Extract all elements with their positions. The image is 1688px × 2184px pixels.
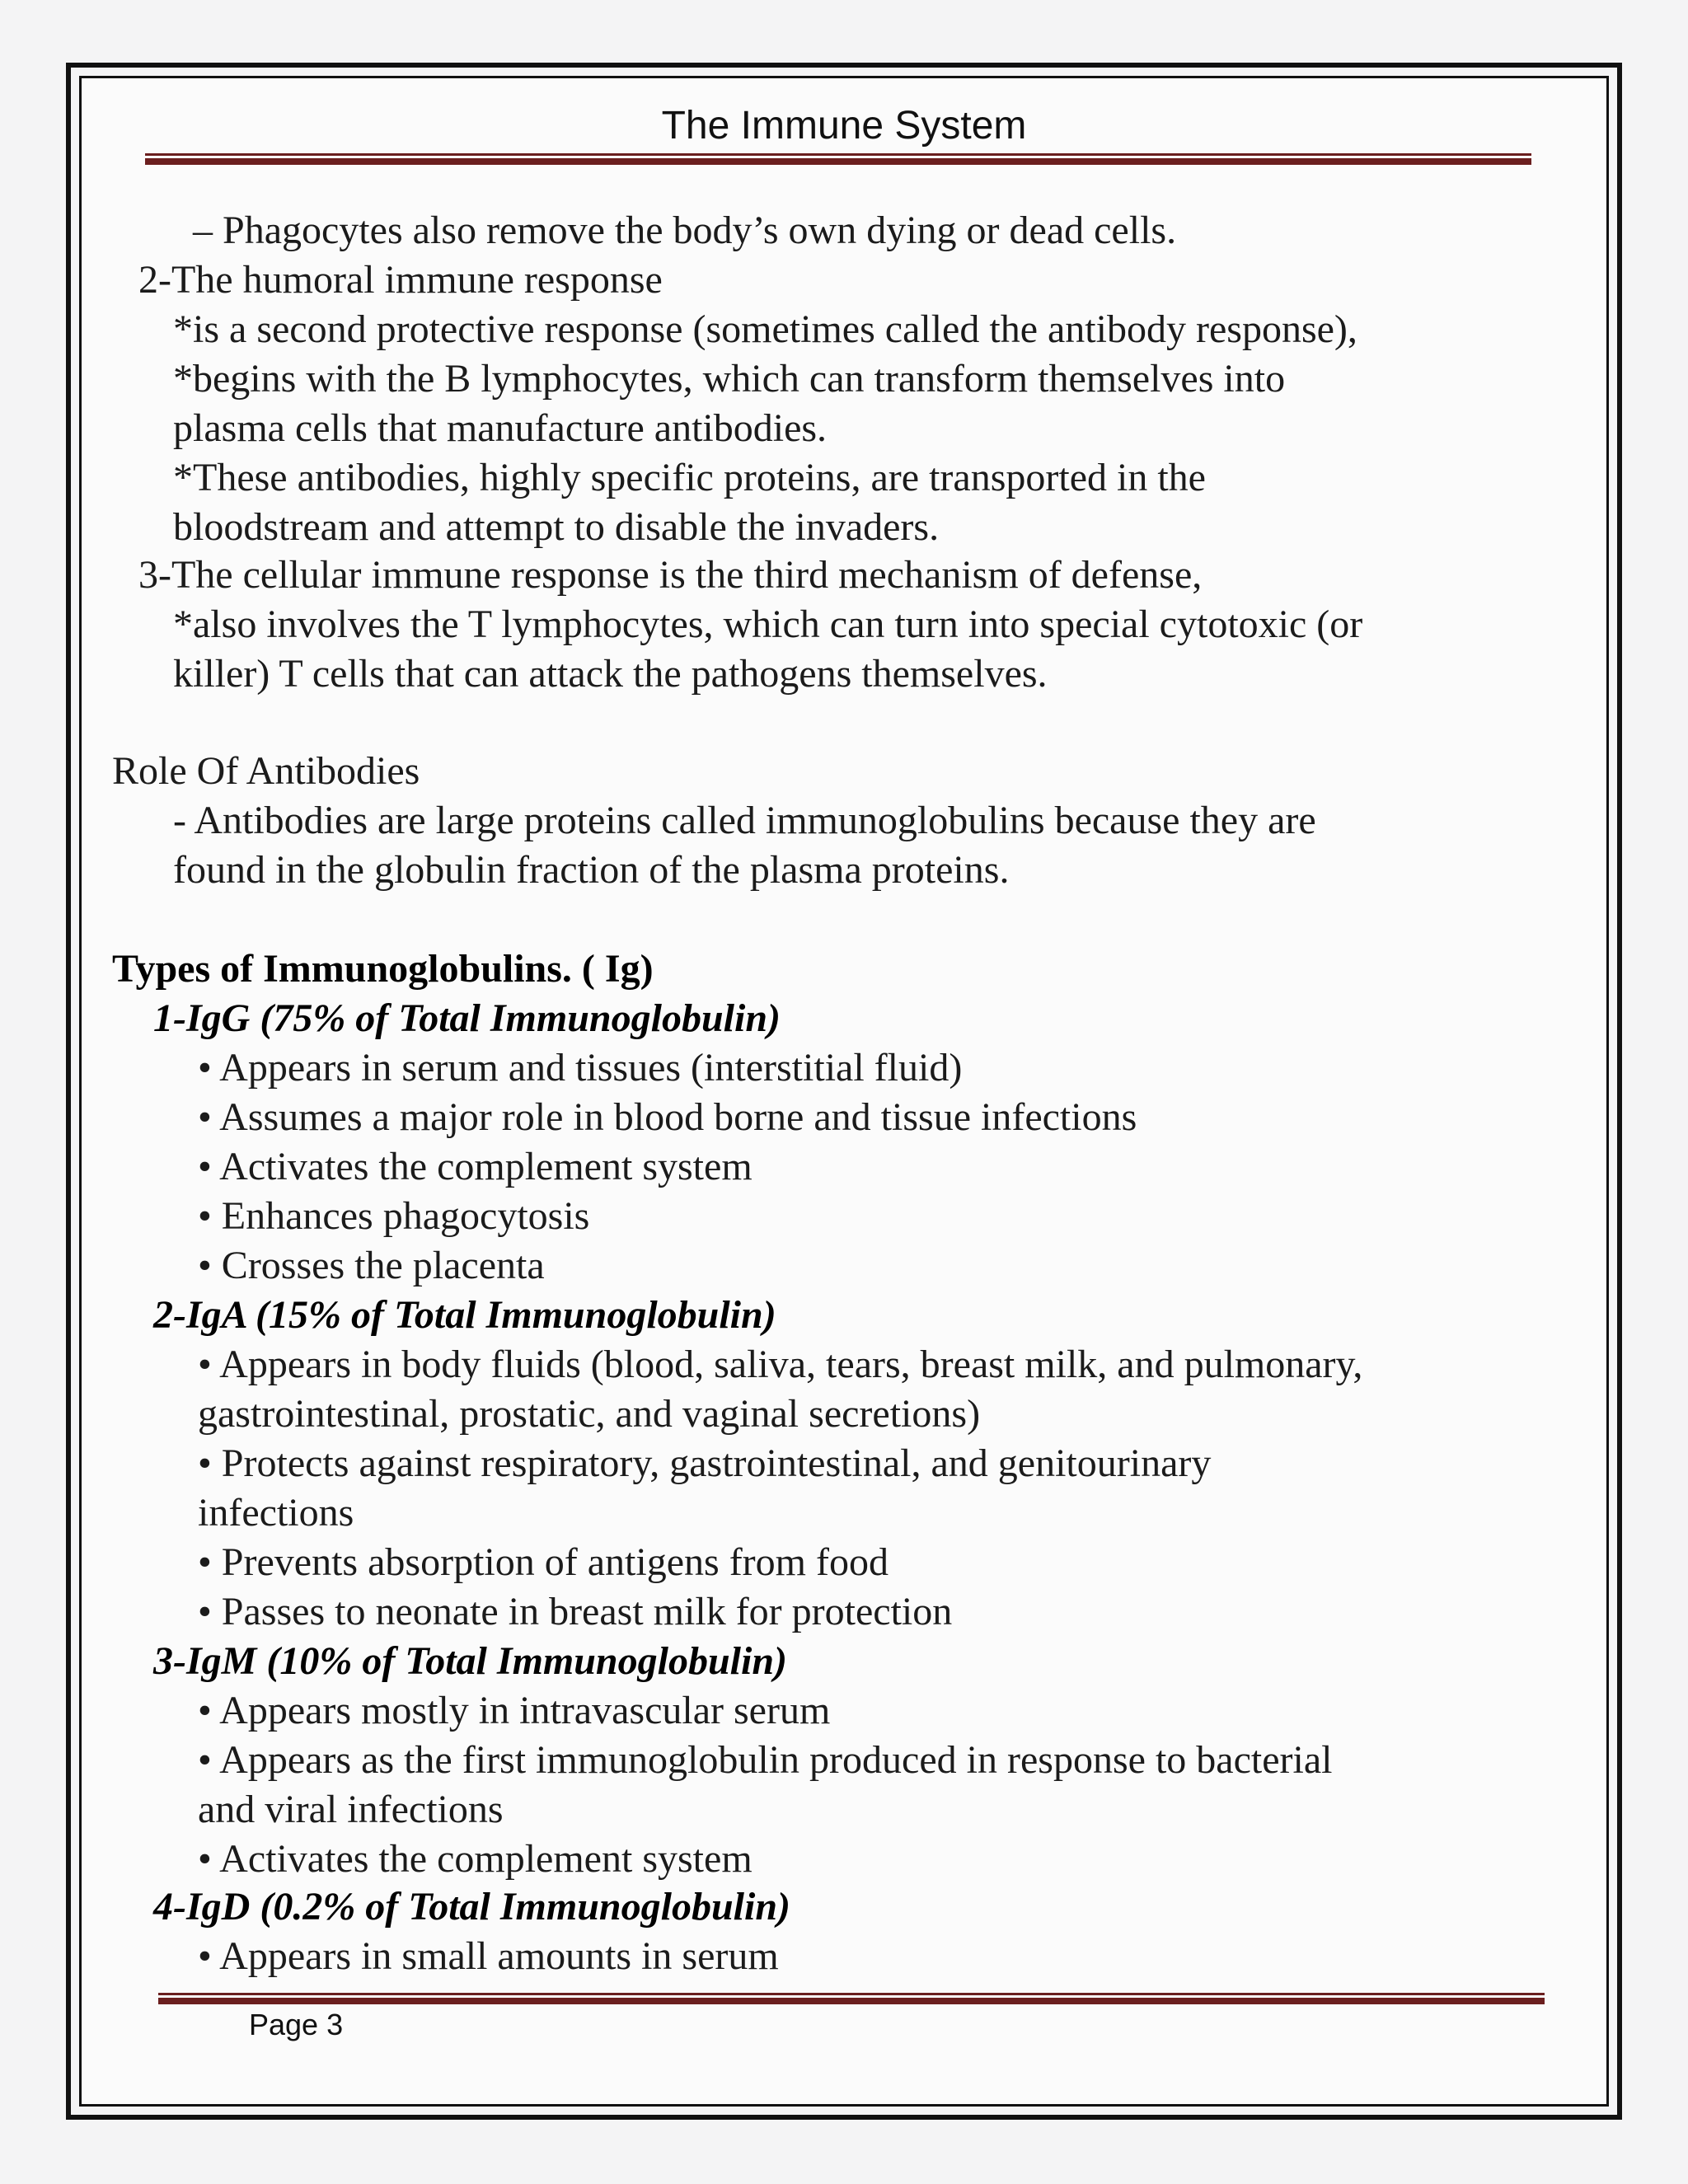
section-heading-types: Types of Immunoglobulins. ( Ig)	[112, 947, 654, 991]
subheading-igg: 1-IgG (75% of Total Immunoglobulin)	[153, 996, 781, 1040]
list-item: • Activates the complement system	[198, 1145, 753, 1188]
list-item: • Appears in small amounts in serum	[198, 1934, 779, 1978]
text-line: *is a second protective response (sometimes called the antibody response),	[173, 307, 1357, 351]
text-line: 3-The cellular immune response is the third mechanism of defense,	[138, 553, 1203, 597]
list-item: • Appears as the first immunoglobulin produced in response to bacterial	[198, 1738, 1333, 1782]
text-line: 2-The humoral immune response	[138, 258, 663, 302]
page-header-title: The Immune System	[661, 104, 1027, 148]
subheading-igm: 3-IgM (10% of Total Immunoglobulin)	[153, 1639, 788, 1683]
list-item: • Activates the complement system	[198, 1837, 753, 1881]
list-item: • Appears mostly in intravascular serum	[198, 1689, 831, 1732]
footer-divider	[158, 1993, 1545, 2004]
list-item: • Protects against respiratory, gastrointestinal, and genitourinary	[198, 1441, 1212, 1485]
list-item: infections	[198, 1491, 354, 1535]
page-number: Page 3	[249, 2008, 344, 2041]
text-line: *These antibodies, highly specific proteins, are transported in the	[173, 456, 1206, 499]
subheading-iga: 2-IgA (15% of Total Immunoglobulin)	[153, 1293, 776, 1337]
text-line: bloodstream and attempt to disable the invaders.	[173, 505, 940, 549]
list-item: • Appears in serum and tissues (interstitial fluid)	[198, 1046, 963, 1090]
text-line: *also involves the T lymphocytes, which can turn into special cytotoxic (or	[173, 602, 1363, 646]
text-line: - Antibodies are large proteins called immunoglobulins because they are	[173, 799, 1316, 842]
text-line: – Phagocytes also remove the body’s own dying or dead cells.	[193, 209, 1177, 252]
list-item: • Appears in body fluids (blood, saliva, tears, breast milk, and pulmonary,	[198, 1343, 1363, 1386]
text-line: *begins with the B lymphocytes, which can transform themselves into	[173, 357, 1286, 401]
list-item: • Prevents absorption of antigens from food	[198, 1540, 889, 1584]
section-heading-role: Role Of Antibodies	[112, 749, 420, 793]
list-item: • Assumes a major role in blood borne and tissue infections	[198, 1095, 1137, 1139]
list-item: • Passes to neonate in breast milk for protection	[198, 1590, 953, 1633]
list-item: • Crosses the placenta	[198, 1244, 545, 1287]
text-line: killer) T cells that can attack the pathogens themselves.	[173, 652, 1048, 696]
list-item: • Enhances phagocytosis	[198, 1194, 590, 1238]
header-divider	[145, 153, 1531, 165]
list-item: and viral infections	[198, 1788, 504, 1831]
list-item: gastrointestinal, prostatic, and vaginal secretions)	[198, 1392, 981, 1436]
text-line: plasma cells that manufacture antibodies.	[173, 406, 828, 450]
subheading-igd: 4-IgD (0.2% of Total Immunoglobulin)	[153, 1885, 790, 1929]
text-line: found in the globulin fraction of the plasma proteins.	[173, 848, 1010, 892]
